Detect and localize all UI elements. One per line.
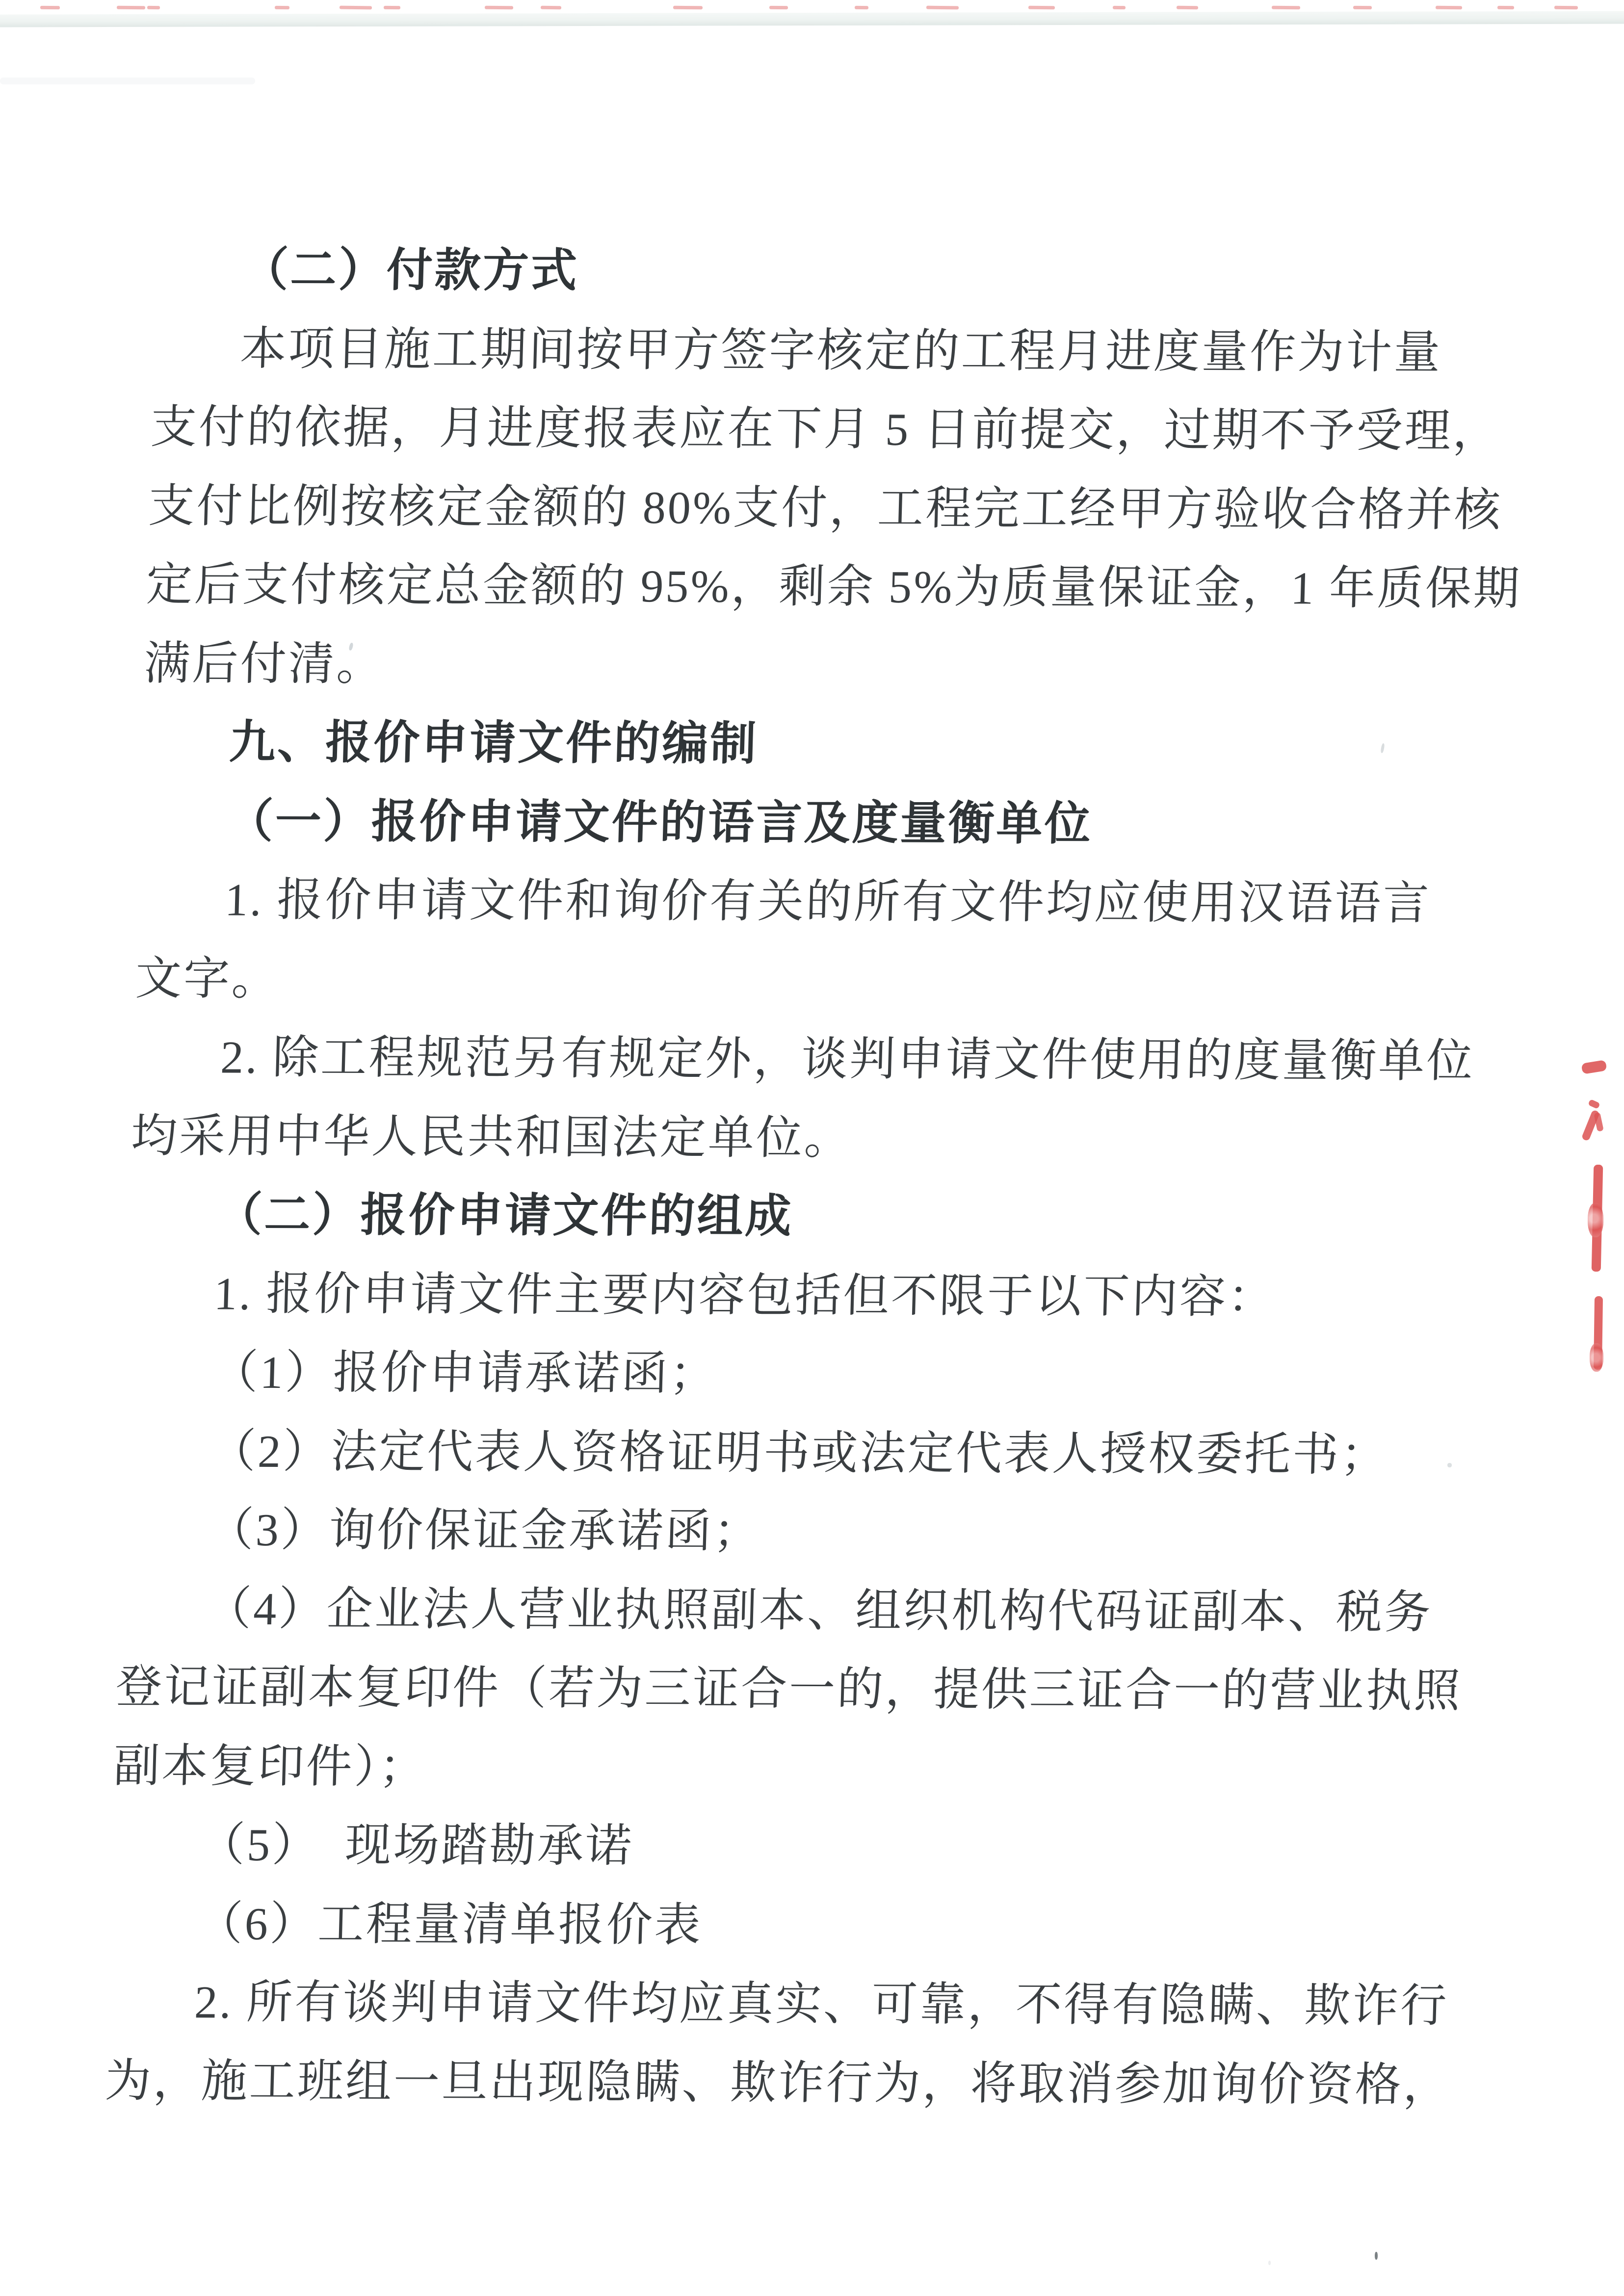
text-line: 2. 所有谈判申请文件均应真实、可靠，不得有隐瞒、欺诈行 [193,1977,1449,2032]
text-line: 本项目施工期间按甲方签字核定的工程月进度量作为计量 [239,323,1443,378]
scan-artifact-band [0,78,255,84]
text-line: （3）询价保证金承诺函； [207,1504,762,1558]
red-ink-dash [541,6,561,9]
red-ink-mark [1581,1060,1607,1074]
red-ink-mark [1594,1112,1604,1132]
text-line: （6）工程量清单报价表 [196,1898,704,1951]
red-ink-dash [147,6,160,9]
text-line: 副本复印件）； [113,1740,428,1793]
heading-line: （二）报价申请文件的组成 [215,1189,794,1243]
text-line: 2. 除工程规范另有规定外，谈判申请文件使用的度量衡单位 [220,1032,1475,1087]
text-line: （1）报价申请承诺函； [211,1347,719,1400]
red-ink-dash [1436,6,1462,10]
red-ink-dash [485,6,513,10]
text-line: 1. 报价申请文件主要内容包括但不限于以下内容： [213,1268,1277,1323]
heading-line: （一）报价申请文件的语言及度量衡单位 [226,796,1094,850]
red-ink-dash [855,6,868,9]
text-line: 满后付清。 [143,638,386,690]
text-line: 支付比例按核定金额的 80%支付，工程完工经甲方验收合格并核 [148,480,1503,536]
text-line: （4）企业法人营业执照副本、组织机构代码证副本、税务 [205,1583,1433,1638]
red-ink-mark [1590,1343,1603,1372]
red-ink-dash [1353,6,1372,9]
red-ink-dash [340,6,372,10]
text-line: 为，施工班组一旦出现隐瞒、欺诈行为，将取消参加询价资格， [104,2055,1452,2111]
document-text-block [104,231,1522,2124]
red-ink-dash [1272,6,1300,10]
red-ink-dash [384,6,400,9]
red-ink-dash [275,6,289,9]
red-ink-dash [1497,6,1514,9]
red-ink-dash [117,6,145,10]
text-line: 支付的依据，月进度报表应在下月 5 日前提交，过期不予受理， [150,401,1502,457]
heading-line: 九、报价申请文件的编制 [228,717,759,770]
red-ink-mark [1588,1203,1603,1237]
text-line: 均采用中华人民共和国法定单位。 [130,1110,853,1164]
text-line: 登记证副本复印件（若为三证合一的，提供三证合一的营业执照 [115,1661,1463,1717]
text-line: 1. 报价申请文件和询价有关的所有文件均应使用汉语语言 [224,874,1432,930]
red-ink-dash [1554,6,1578,10]
text-line: 定后支付核定总金额的 95%，剩余 5%为质量保证金，1 年质保期 [145,559,1522,615]
red-ink-dash [1113,6,1126,9]
scan-speck [1268,2261,1271,2265]
red-ink-dash [769,6,788,9]
heading-line: （二）付款方式 [241,244,580,297]
red-ink-dash [926,6,959,10]
scan-speck [1375,2252,1378,2260]
red-ink-dash [673,6,703,10]
red-ink-dash [40,6,60,9]
red-ink-dash [1028,6,1055,10]
text-line: 文字。 [134,953,281,1005]
text-line: （2）法定代表人资格证明书或法定代表人授权委托书； [209,1426,1389,1481]
red-ink-mark [1588,1099,1600,1109]
text-line: （5） 现场踏勘承诺 [198,1819,634,1872]
scan-speck [1447,1463,1452,1467]
red-ink-dash [1177,6,1198,9]
scan-artifact-band [0,11,1624,27]
